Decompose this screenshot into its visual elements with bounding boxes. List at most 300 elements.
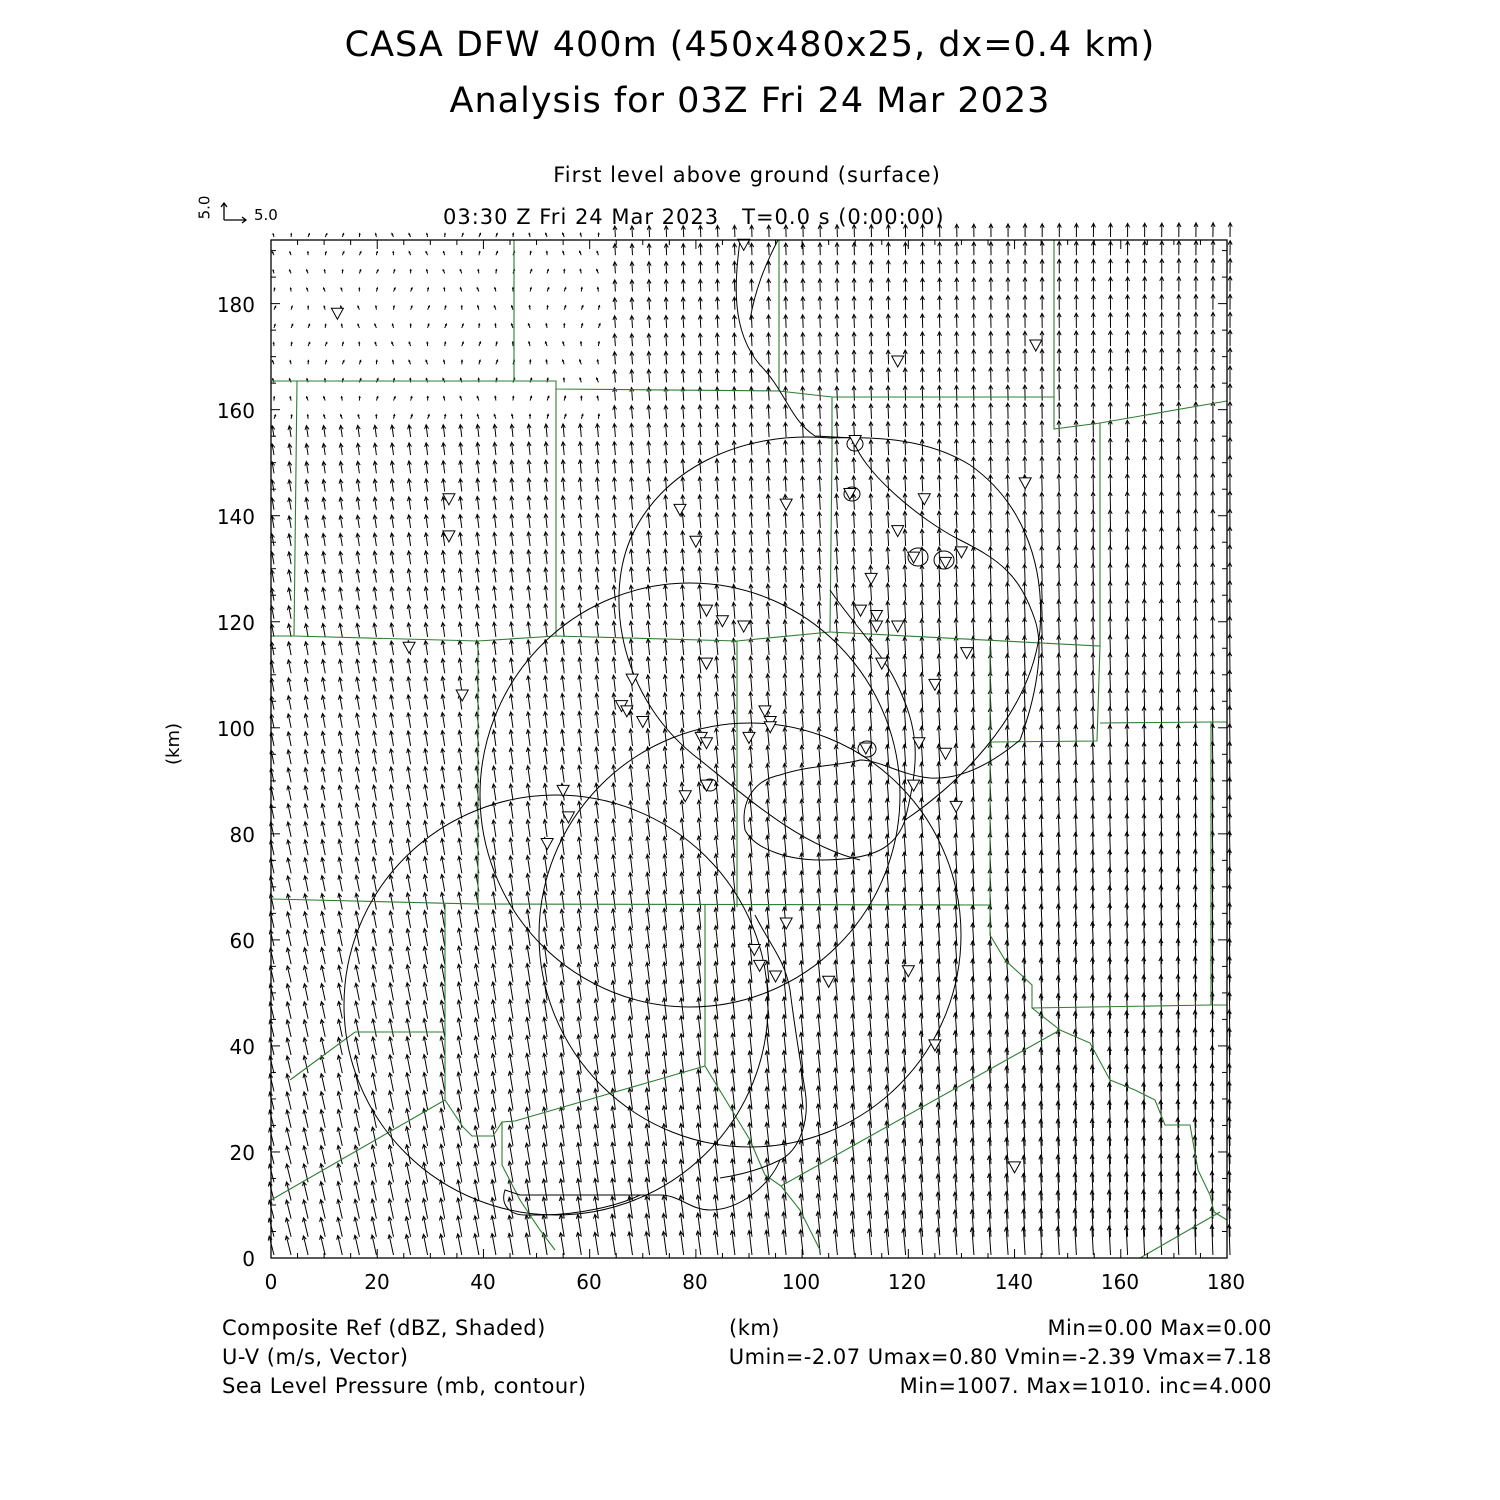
wind-vector: [338, 857, 342, 873]
wind-vector: [321, 966, 326, 983]
wind-vector: [1194, 438, 1198, 455]
wind-vector: [457, 1090, 462, 1110]
wind-vector: [356, 677, 360, 691]
wind-vector: [954, 744, 958, 764]
wind-vector: [783, 710, 787, 728]
wind-vector: [1194, 384, 1198, 401]
wind-vector: [564, 288, 566, 292]
wind-vector: [578, 711, 582, 727]
wind-vector: [423, 911, 427, 928]
wind-vector: [886, 278, 890, 291]
wind-vector: [783, 781, 787, 800]
wind-vector: [920, 332, 924, 346]
wind-vector: [817, 566, 821, 583]
wind-vector: [868, 817, 872, 837]
wind-vector: [509, 784, 513, 801]
wind-vector: [304, 714, 308, 728]
wind-vector: [491, 1108, 496, 1128]
wind-vector: [495, 396, 497, 400]
wind-vector: [440, 1144, 445, 1164]
wind-vector: [459, 497, 463, 510]
station-triangle-icon: [892, 621, 904, 632]
wind-vector: [491, 1000, 496, 1019]
wind-vector: [561, 640, 565, 656]
wind-vector: [611, 1017, 615, 1037]
wind-vector: [801, 440, 805, 455]
wind-vector: [307, 288, 309, 291]
wind-vector: [972, 260, 976, 274]
wind-vector: [457, 1072, 462, 1091]
wind-vector: [428, 324, 430, 328]
wind-vector: [955, 296, 959, 310]
wind-vector: [903, 314, 907, 328]
wind-vector: [1176, 1225, 1180, 1255]
wind-vector: [835, 243, 839, 256]
wind-vector: [305, 480, 309, 492]
wind-vector: [406, 983, 411, 1001]
wind-vector: [1228, 437, 1232, 455]
wind-vector: [664, 280, 668, 292]
wind-vector: [716, 279, 720, 291]
wind-vector: [749, 674, 753, 692]
wind-vector: [903, 547, 907, 564]
wind-vector: [1160, 277, 1164, 292]
wind-vector: [509, 874, 513, 892]
wind-vector: [1126, 223, 1130, 237]
wind-vector: [392, 234, 394, 238]
wind-vector: [597, 378, 599, 382]
wind-vector: [355, 911, 360, 928]
wind-vector: [955, 314, 959, 328]
wind-vector: [543, 802, 547, 819]
wind-vector: [646, 783, 650, 801]
wind-vector: [732, 566, 736, 582]
wind-vector: [800, 799, 804, 819]
wind-vector: [1057, 224, 1061, 237]
wind-vector: [492, 694, 496, 710]
wind-vector: [1142, 689, 1146, 710]
wind-vector: [835, 512, 839, 528]
wind-vector: [715, 297, 719, 310]
wind-vector: [664, 262, 668, 274]
wind-vector: [1109, 241, 1113, 255]
wind-vector: [594, 1035, 598, 1055]
wind-vector: [611, 1052, 615, 1073]
wind-vector: [544, 676, 548, 692]
legend-field2-stats: Umin=-2.07 Umax=0.80 Vmin=-2.39 Vmax=7.18: [728, 1345, 1272, 1369]
wind-vector: [287, 840, 291, 855]
wind-vector: [1108, 671, 1112, 692]
wind-vector: [766, 853, 770, 873]
wind-vector: [1143, 313, 1147, 328]
wind-vector: [560, 981, 564, 1000]
wind-vector: [1177, 330, 1181, 346]
wind-vector: [801, 297, 805, 310]
wind-vector: [1159, 1226, 1163, 1255]
wind-vector: [647, 262, 651, 274]
wind-vector: [321, 948, 326, 965]
wind-vector: [801, 404, 805, 418]
wind-vector: [920, 457, 924, 473]
wind-vector: [783, 566, 787, 582]
wind-vector: [1228, 402, 1232, 419]
wind-vector: [886, 583, 890, 600]
wind-vector: [303, 1092, 308, 1110]
wind-vector: [322, 624, 326, 637]
wind-vector: [324, 306, 325, 310]
wind-vector: [286, 1038, 291, 1055]
wind-vector: [324, 288, 326, 292]
wind-vector: [629, 909, 633, 928]
wind-vector: [800, 853, 804, 873]
wind-vector: [1023, 278, 1027, 292]
wind-vector: [834, 709, 838, 728]
wind-vector: [783, 530, 787, 546]
wind-vector: [458, 676, 462, 691]
wind-vector: [664, 585, 668, 601]
wind-vector: [715, 423, 719, 437]
wind-vector: [715, 369, 719, 382]
wind-vector: [716, 243, 720, 255]
wind-vector: [955, 278, 959, 292]
wind-vector: [1143, 438, 1147, 455]
wind-vector: [356, 587, 360, 600]
wind-vector: [355, 803, 359, 819]
wind-vector: [287, 876, 292, 892]
wind-vector: [389, 1091, 394, 1110]
wind-vector: [304, 912, 309, 928]
wind-vector: [409, 360, 411, 364]
wind-vector: [869, 350, 873, 364]
wind-vector: [478, 306, 479, 310]
wind-vector: [578, 514, 582, 528]
wind-vector: [680, 746, 684, 764]
wind-vector: [354, 1235, 360, 1255]
wind-vector: [681, 567, 685, 583]
wind-vector: [410, 324, 411, 328]
wind-vector: [288, 480, 292, 492]
wind-vector: [1126, 277, 1130, 292]
wind-vector: [304, 696, 308, 710]
wind-vector: [561, 604, 565, 619]
wind-vector: [270, 876, 275, 891]
wind-vector: [509, 820, 513, 837]
wind-vector: [1074, 421, 1078, 437]
wind-vector: [646, 980, 650, 1000]
wind-vector: [547, 414, 549, 419]
wind-vector: [663, 998, 667, 1019]
wind-vector: [580, 233, 581, 237]
wind-vector: [493, 622, 497, 637]
wind-vector: [1143, 366, 1147, 382]
wind-vector: [476, 550, 480, 564]
wind-vector: [560, 945, 564, 964]
wind-vector: [424, 659, 428, 674]
wind-vector: [937, 637, 941, 656]
wind-vector: [459, 551, 463, 565]
wind-vector: [697, 818, 701, 837]
wind-vector: [680, 998, 684, 1019]
wind-vector: [354, 1091, 359, 1109]
wind-vector: [322, 570, 326, 583]
wind-vector: [1057, 492, 1061, 509]
wind-vector: [389, 839, 393, 855]
wind-vector: [338, 713, 342, 727]
wind-vector: [307, 252, 308, 255]
wind-vector: [561, 424, 565, 437]
wind-vector: [885, 816, 889, 837]
wind-vector: [1211, 366, 1215, 382]
wind-vector: [424, 767, 428, 783]
x-axis-label: (km): [729, 1316, 781, 1340]
wind-vector: [477, 396, 479, 400]
wind-vector: [527, 514, 531, 528]
wind-vector: [595, 621, 599, 637]
legend-field1-name: Composite Ref (dBZ, Shaded): [222, 1316, 546, 1340]
x-tick-0: 0: [264, 1270, 278, 1294]
wind-vector: [440, 964, 445, 982]
wind-vector: [886, 745, 890, 765]
wind-vector: [509, 802, 513, 819]
wind-vector: [971, 672, 975, 691]
wind-vector: [783, 692, 787, 710]
wind-vector: [852, 332, 856, 346]
wind-vector: [476, 532, 480, 546]
wind-vector: [493, 460, 497, 473]
wind-vector: [303, 984, 308, 1001]
wind-vector: [1006, 260, 1010, 274]
wind-vector: [561, 586, 565, 601]
wind-vector: [698, 387, 702, 401]
wind-vector: [1057, 367, 1061, 383]
wind-vector: [1023, 260, 1027, 274]
wind-vector: [989, 439, 993, 455]
wind-vector: [731, 854, 735, 874]
wind-vector: [389, 1001, 394, 1019]
wind-vector: [783, 602, 787, 619]
wind-vector: [628, 1088, 632, 1109]
wind-vector: [527, 676, 531, 692]
wind-vector: [508, 1072, 513, 1092]
wind-vector: [800, 710, 804, 728]
wind-vector: [1194, 509, 1198, 528]
wind-vector: [938, 368, 942, 383]
wind-vector: [492, 676, 496, 691]
wind-vector: [578, 532, 582, 546]
wind-vector: [680, 711, 684, 728]
wind-vector: [1160, 438, 1164, 455]
wind-vector: [475, 604, 479, 619]
wind-vector: [474, 1072, 479, 1092]
wind-vector: [680, 836, 684, 855]
wind-vector: [766, 746, 770, 765]
wind-vector: [394, 288, 396, 292]
wind-vector: [1159, 563, 1163, 582]
wind-vector: [286, 1092, 291, 1110]
wind-vector: [354, 1181, 359, 1200]
wind-vector: [424, 749, 428, 765]
wind-vector: [578, 675, 582, 691]
station-triangle-icon: [950, 801, 962, 812]
wind-vector: [749, 782, 753, 801]
wind-vector: [338, 803, 342, 818]
wind-vector: [561, 676, 565, 692]
wind-vector: [460, 270, 462, 274]
wind-vector: [443, 397, 444, 401]
wind-vector: [594, 1232, 599, 1255]
wind-vector: [1159, 545, 1163, 564]
station-triangle-icon: [892, 526, 904, 537]
wind-vector: [390, 569, 394, 582]
wind-vector: [869, 368, 873, 382]
wind-vector: [1108, 385, 1112, 401]
wind-vector: [868, 763, 872, 783]
wind-vector: [474, 1054, 479, 1073]
wind-vector: [578, 460, 582, 474]
wind-vector: [390, 623, 394, 637]
wind-vector: [1040, 690, 1044, 710]
wind-vector: [1177, 259, 1181, 274]
wind-vector: [1091, 456, 1095, 473]
wind-vector: [681, 262, 685, 274]
wind-vector: [886, 296, 890, 309]
wind-vector: [441, 677, 445, 692]
wind-vector: [512, 288, 513, 292]
wind-vector: [1160, 527, 1164, 546]
wind-vector: [322, 606, 326, 619]
wind-vector: [337, 1217, 343, 1236]
wind-vector: [424, 641, 428, 655]
wind-vector: [1194, 259, 1198, 274]
wind-vector: [1091, 725, 1095, 746]
wind-vector: [561, 550, 565, 565]
wind-vector: [339, 659, 343, 673]
wind-vector: [1142, 707, 1146, 728]
wind-vector: [390, 551, 394, 564]
y-tick-100: 100: [216, 717, 255, 741]
wind-vector: [1040, 492, 1044, 509]
wind-vector: [411, 415, 413, 419]
wind-vector: [441, 767, 445, 783]
wind-vector: [528, 324, 530, 328]
wind-vector: [613, 298, 617, 310]
wind-vector: [664, 405, 668, 419]
wind-vector: [697, 908, 701, 928]
wind-vector: [1177, 348, 1181, 364]
wind-vector: [475, 622, 479, 637]
wind-vector: [869, 296, 873, 309]
wind-vector: [543, 999, 547, 1019]
wind-vector: [287, 786, 291, 801]
wind-vector: [356, 623, 360, 637]
wind-vector: [1160, 313, 1164, 328]
wind-vector: [474, 964, 479, 982]
wind-vector: [359, 342, 360, 346]
wind-vector: [442, 479, 446, 492]
wind-vector: [578, 783, 582, 800]
wind-vector: [492, 964, 496, 983]
wind-vector: [920, 655, 924, 674]
wind-vector: [714, 836, 718, 855]
wind-vector: [530, 288, 531, 292]
wind-vector: [732, 584, 736, 600]
wind-vector: [1057, 295, 1061, 309]
wind-vector: [526, 766, 530, 783]
wind-vector: [1177, 563, 1181, 582]
legend-field3-name: Sea Level Pressure (mb, contour): [222, 1374, 587, 1398]
wind-vector: [681, 226, 685, 237]
wind-vector: [303, 1218, 309, 1237]
legend-field3-stats: Min=1007. Max=1010. inc=4.000: [899, 1374, 1272, 1398]
wind-vector: [1091, 689, 1095, 710]
wind-vector: [731, 836, 735, 855]
wind-vector: [612, 891, 616, 910]
wind-vector: [1159, 581, 1163, 601]
wind-vector: [1211, 581, 1215, 601]
wind-vector: [389, 821, 393, 837]
wind-vector: [1108, 402, 1112, 418]
wind-vector: [663, 639, 667, 655]
wind-vector: [1040, 672, 1044, 692]
wind-vector: [1040, 224, 1044, 237]
wind-vector: [1194, 420, 1198, 437]
station-triangle-icon: [701, 605, 713, 616]
wind-vector: [886, 314, 890, 328]
wind-vector: [612, 531, 616, 546]
wind-vector: [920, 511, 924, 528]
wind-vector: [1040, 403, 1044, 419]
wind-vector: [817, 817, 821, 837]
wind-vector: [852, 261, 856, 274]
station-triangle-icon: [1019, 478, 1031, 489]
wind-vector: [564, 396, 566, 400]
wind-vector: [526, 784, 530, 801]
wind-vector: [371, 1199, 376, 1219]
wind-vector: [1057, 582, 1061, 601]
wind-vector: [784, 423, 788, 438]
wind-vector: [766, 782, 770, 801]
wind-vector: [527, 496, 531, 510]
wind-vector: [835, 476, 839, 492]
wind-vector: [305, 534, 309, 546]
wind-vector: [611, 1106, 616, 1128]
wind-vector: [287, 642, 291, 655]
wind-vector: [629, 603, 633, 619]
wind-vector: [338, 749, 342, 764]
wind-vector: [476, 443, 480, 456]
wind-vector: [598, 324, 600, 328]
wind-vector: [1109, 277, 1113, 291]
wind-vector: [1057, 439, 1061, 456]
wind-vector: [372, 821, 376, 837]
wind-vector: [306, 397, 308, 401]
wind-vector: [423, 965, 428, 983]
wind-vector: [359, 397, 360, 401]
wind-vector: [1143, 241, 1147, 255]
wind-vector: [597, 360, 599, 364]
wind-vector: [598, 233, 599, 237]
wind-vector: [835, 261, 839, 274]
wind-vector: [715, 728, 719, 746]
wind-vector: [392, 360, 393, 364]
wind-vector: [595, 783, 599, 800]
wind-vector: [818, 386, 822, 400]
wind-vector: [783, 512, 787, 528]
wind-vector: [715, 692, 719, 709]
wind-vector: [732, 495, 736, 510]
wind-vector: [285, 1236, 291, 1255]
wind-vector: [474, 1234, 479, 1255]
